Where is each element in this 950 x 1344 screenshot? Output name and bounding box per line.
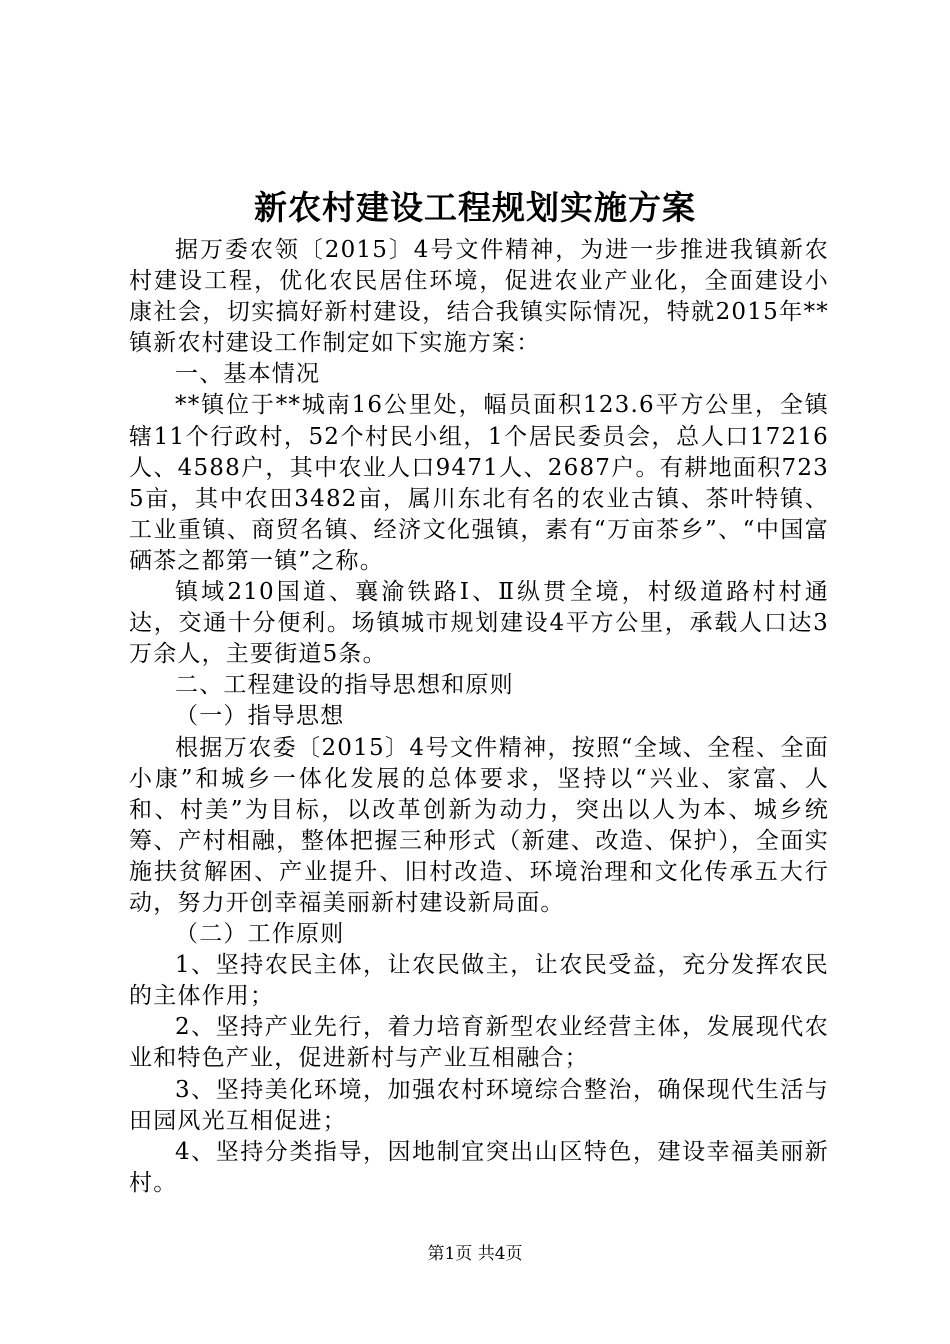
document-body bbox=[129, 235, 829, 1199]
document-title: 新农村建设工程规划实施方案 bbox=[254, 188, 696, 227]
list-item-principle-3: 3、坚持美化环境，加强农村环境综合整治，确保现代生活与田园风光互相促进； bbox=[129, 1076, 829, 1134]
paragraph-basic-situation: **镇位于**城南16公里处，幅员面积123.6平方公里，全镇辖11个行政村，52个村民小组，1个居民委员会，总人口17216人、4588户，其中农业人口9471人、2687户。有耕地面积7235亩，其中农田3482亩，属川东北有名的农业古镇、茶叶特镇、工业重镇、商贸名镇、经济文化强镇，素有“万亩茶乡”、“中国富硒茶之都第一镇”之称。 bbox=[129, 392, 829, 574]
heading-basic-situation: 一、基本情况 bbox=[175, 361, 321, 388]
list-item-principle-4: 4、坚持分类指导，因地制宜突出山区特色，建设幸福美丽新村。 bbox=[129, 1138, 829, 1196]
subheading-guiding-thought: （一）指导思想 bbox=[175, 703, 345, 730]
paragraph-guiding-thought: 根据万农委〔2015〕4号文件精神，按照“全域、全程、全面小康”和城乡一体化发展的总体要求，坚持以“兴业、家富、人和、村美”为目标，以改革创新为动力，突出以人为本、城乡统筹、产村相融，整体把握三种形式（新建、改造、保护），全面实施扶贫解困、产业提升、旧村改造、环境治理和文化传承五大行动，努力开创幸福美丽新村建设新局面。 bbox=[129, 734, 829, 916]
paragraph-transport: 镇域210国道、襄渝铁路Ⅰ、Ⅱ纵贯全境，村级道路村村通达，交通十分便利。场镇城市规划建设4平方公里，承载人口达3万余人，主要街道5条。 bbox=[129, 579, 829, 668]
subheading-work-principles: （二）工作原则 bbox=[175, 921, 345, 948]
heading-guiding-principles: 二、工程建设的指导思想和原则 bbox=[175, 672, 514, 699]
paragraph-intro: 据万委农领〔2015〕4号文件精神，为进一步推进我镇新农村建设工程，优化农民居住环境，促进农业产业化，全面建设小康社会，切实搞好新村建设，结合我镇实际情况，特就2015年**镇新农村建设工作制定如下实施方案： bbox=[129, 237, 829, 357]
page-number-footer: 第1页 共4页 bbox=[427, 1244, 523, 1264]
list-item-principle-2: 2、坚持产业先行，着力培育新型农业经营主体，发展现代农业和特色产业，促进新村与产业互相融合； bbox=[129, 1014, 829, 1072]
list-item-principle-1: 1、坚持农民主体，让农民做主，让农民受益，充分发挥农民的主体作用； bbox=[129, 952, 829, 1010]
